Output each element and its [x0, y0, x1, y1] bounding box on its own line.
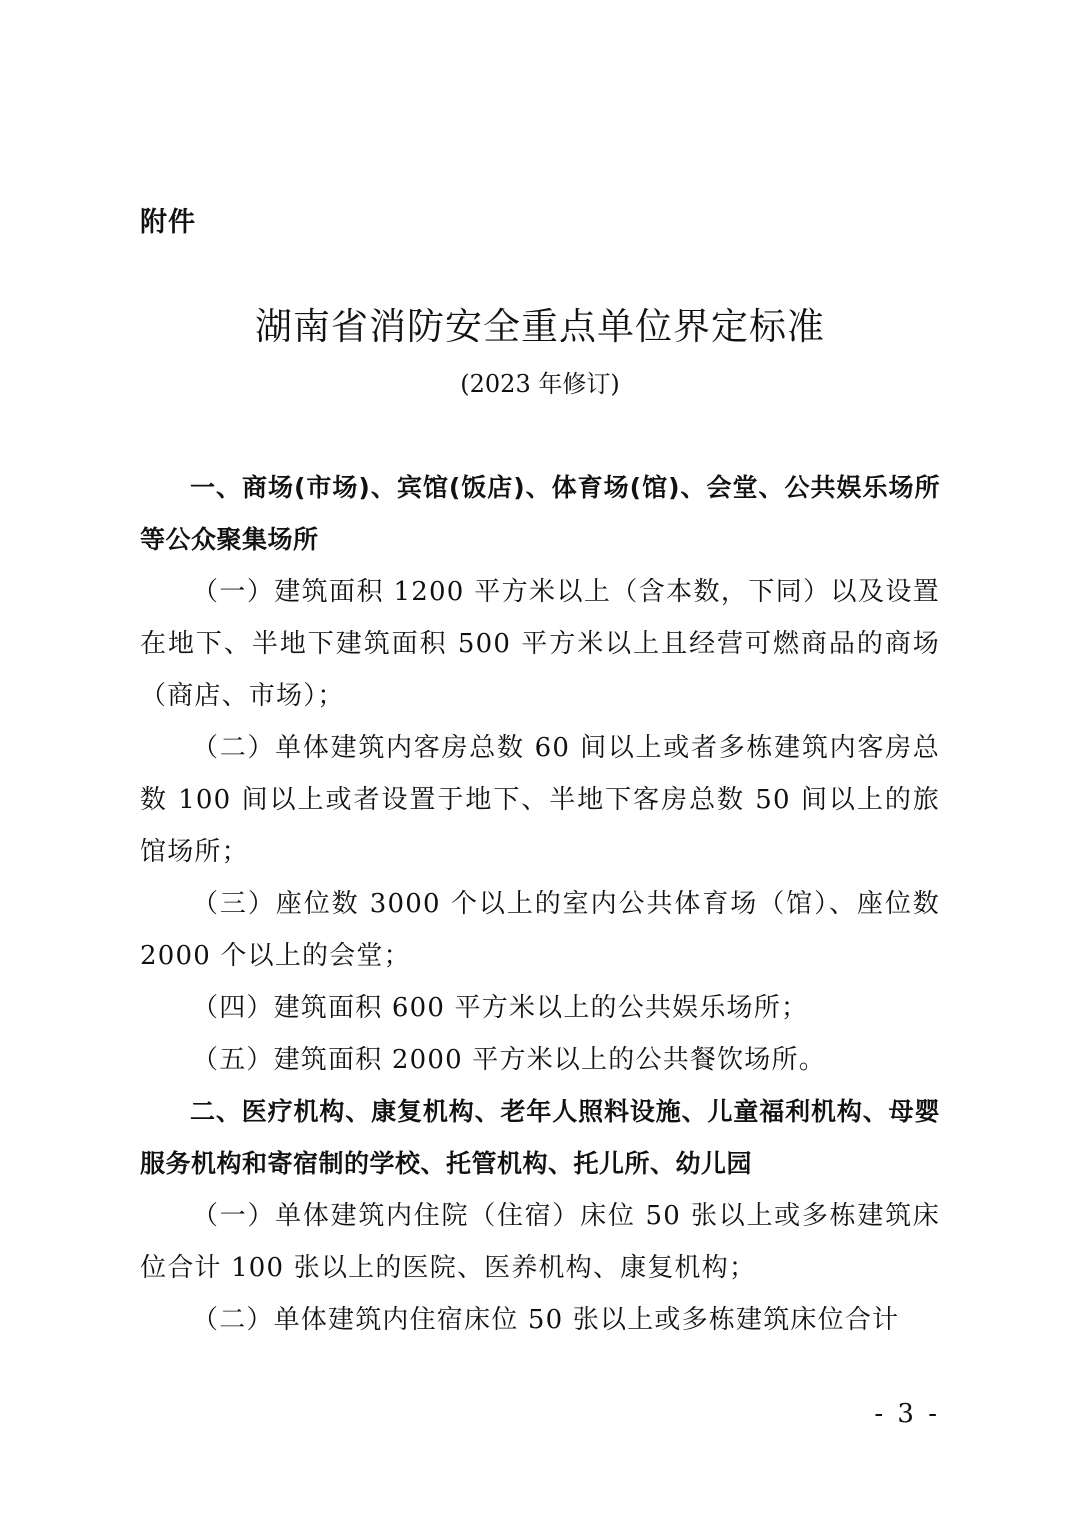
section-2-item-1: （一）单体建筑内住院（住宿）床位 50 张以上或多栋建筑床位合计 100 张以上的医院、医养机构、康复机构；: [140, 1201, 940, 1283]
document-subtitle: (2023 年修订): [460, 370, 620, 398]
section-1-item-2: （二）单体建筑内客房总数 60 间以上或者多栋建筑内客房总数 100 间以上或者设置于地下、半地下客房总数 50 间以上的旅馆场所；: [140, 733, 940, 867]
section-1-item-5: （五）建筑面积 2000 平方米以上的公共餐饮场所。: [192, 1045, 826, 1075]
document-body: [140, 462, 940, 1346]
section-1-item-4: （四）建筑面积 600 平方米以上的公共娱乐场所；: [192, 993, 809, 1023]
section-heading-2: 二、医疗机构、康复机构、老年人照料设施、儿童福利机构、母婴服务机构和寄宿制的学校、托管机构、托儿所、幼儿园: [140, 1097, 940, 1178]
attachment-label: 附件: [140, 207, 196, 238]
document-title: 湖南省消防安全重点单位界定标准: [255, 305, 825, 348]
page-number: - 3 -: [874, 1399, 940, 1429]
section-1-item-1: （一）建筑面积 1200 平方米以上（含本数，下同）以及设置在地下、半地下建筑面积 500 平方米以上且经营可燃商品的商场（商店、市场）；: [140, 577, 940, 711]
section-1-item-3: （三）座位数 3000 个以上的室内公共体育场（馆）、座位数 2000 个以上的会堂；: [140, 889, 940, 971]
section-heading-1: 一、商场(市场)、宾馆(饭店)、体育场(馆)、会堂、公共娱乐场所等公众聚集场所: [140, 473, 940, 554]
section-2-item-2: （二）单体建筑内住宿床位 50 张以上或多栋建筑床位合计: [192, 1305, 900, 1335]
